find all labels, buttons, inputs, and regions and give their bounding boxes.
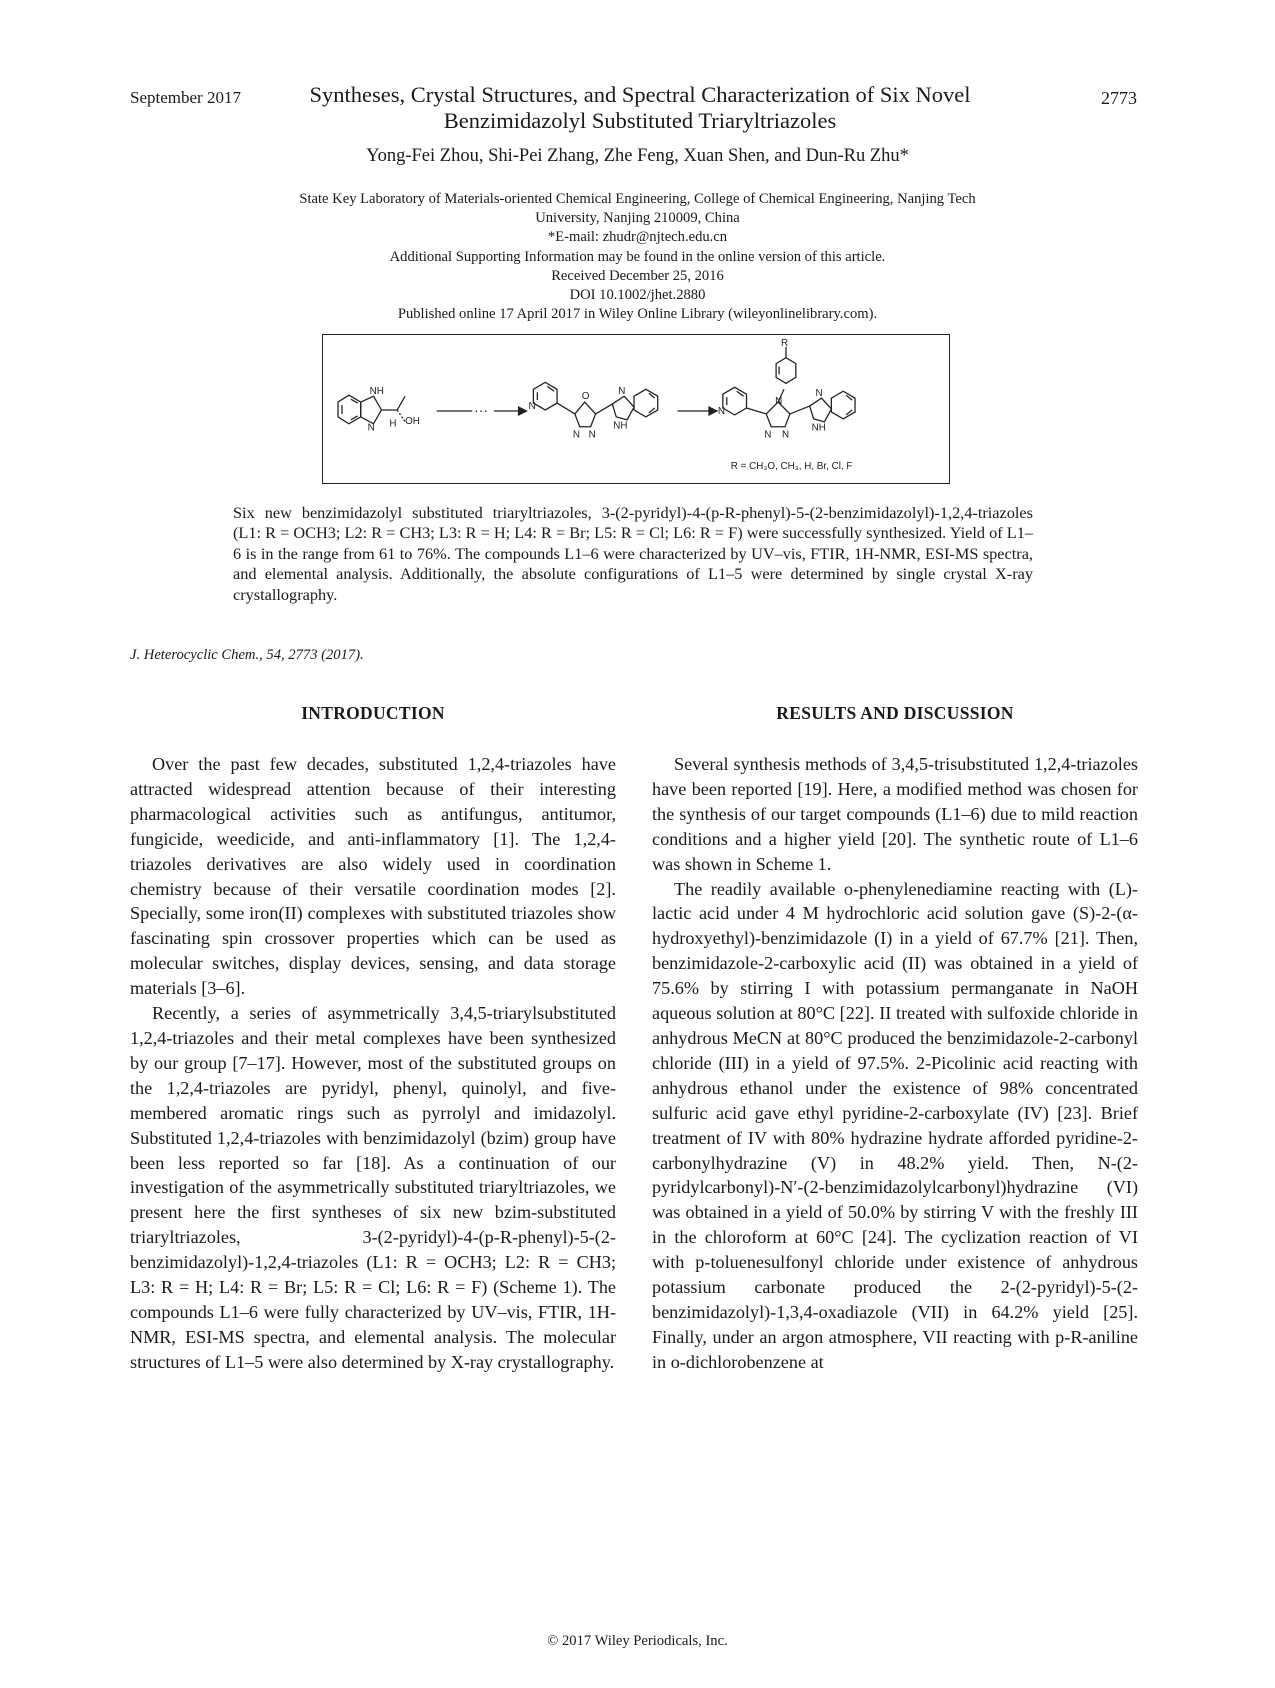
paper-title bbox=[270, 82, 1010, 134]
scheme-label-n-5: N bbox=[618, 386, 626, 398]
scheme-label-nh-3: NH bbox=[811, 422, 826, 434]
journal-citation: J. Heterocyclic Chem., 54, 2773 (2017). bbox=[130, 647, 364, 663]
received-date: Received December 25, 2016 bbox=[551, 267, 724, 284]
page-number: 2773 bbox=[1101, 88, 1137, 108]
heading-introduction: INTRODUCTION bbox=[301, 703, 445, 723]
graphical-abstract-text bbox=[233, 503, 1033, 605]
scheme-label-nh-2: NH bbox=[613, 420, 628, 432]
scheme-label-n-2: N bbox=[528, 401, 536, 412]
results-column bbox=[652, 752, 1138, 1375]
scheme-label-n-8: N bbox=[764, 429, 772, 441]
paper-title-line-2: Benzimidazolyl Substituted Triaryltriazoles bbox=[443, 108, 837, 133]
scheme-label-n-4: N bbox=[588, 429, 596, 441]
intro-paragraph-2: Recently, a series of asymmetrically 3,4,5-triarylsubstituted 1,2,4-triazoles and their metal complexes have been synthesized by our group [7–17]. However, most of the substituted groups on the 1,2,4-triazoles are pyridyl, phenyl, quinolyl, and five-membered aromatic rings such as pyrrolyl and imidazolyl. Substituted 1,2,4-triazoles with benzimidazolyl (bzim) group have been less reported so far [18]. As a continuation of our investigation of the asymmetrically substituted triaryltriazoles, we present here the first syntheses of six new bzim-substituted triaryltriazoles, 3-(2-pyridyl)-4-(p-R-phenyl)-5-(2-benzimidazolyl)-1,2,4-triazoles (L1: R = OCH3; L2: R = CH3; L3: R = H; L4: R = Br; L5: R = Cl; L6: R = F) (Scheme 1). The compounds L1–6 were fully characterized by UV–vis, FTIR, 1H-NMR, ESI-MS spectra, and elemental analysis. The molecular structures of L1–5 were also determined by X-ray crystallography. bbox=[130, 1003, 616, 1372]
supporting-info-note: Additional Supporting Information may be found in the online version of this article. bbox=[389, 248, 886, 265]
molecule-oxadiazole bbox=[533, 382, 657, 426]
intro-paragraph-1: Over the past few decades, substituted 1,2,4-triazoles have attracted widespread attention because of their interesting pharmacological activities such as antifungus, antitumor, fungicide, weedicide, and anti-inflammatory [1]. The 1,2,4-triazoles derivatives are also widely used in coordination chemistry because of their versatile coordination modes [2]. Specially, some iron(II) complexes with substituted triazoles show fascinating spin crossover properties which can be used as molecular switches, display devices, sensing, and data storage materials [3–6]. bbox=[130, 754, 616, 999]
affiliation-line-2: University, Nanjing 210009, China bbox=[535, 210, 740, 227]
synthesis-scheme-figure bbox=[322, 334, 950, 484]
reaction-arrow-2 bbox=[677, 407, 716, 415]
scheme-label-oh: OH bbox=[405, 415, 420, 427]
scheme-label-n-3: N bbox=[572, 429, 580, 441]
scheme-label-n-6: N bbox=[717, 405, 726, 417]
affiliation-block bbox=[200, 190, 1075, 324]
scheme-label-nh-1: NH bbox=[369, 386, 384, 398]
scheme-label-n-7: N bbox=[775, 396, 783, 408]
molecule-target-triazole bbox=[723, 347, 855, 427]
results-paragraph-1: Several synthesis methods of 3,4,5-trisubstituted 1,2,4-triazoles have been reported [19]. Here, a modified method was chosen for the synthesis of our target compounds (L1–6) due to mild reaction conditions and a higher yield [20]. The synthetic route of L1–6 was shown in Scheme 1. bbox=[652, 754, 1138, 874]
heading-results-discussion: RESULTS AND DISCUSSION bbox=[776, 703, 1014, 723]
scheme-r-definition: R = CH₃O, CH₃, H, Br, Cl, F bbox=[730, 461, 853, 473]
author-list: Yong-Fei Zhou, Shi-Pei Zhang, Zhe Feng, Xuan Shen, and Dun-Ru Zhu* bbox=[366, 146, 909, 166]
synthesis-scheme-graphic bbox=[323, 335, 949, 483]
scheme-label-n-1: N bbox=[367, 422, 375, 434]
scheme-label-r: R bbox=[781, 337, 789, 349]
corresponding-email[interactable]: *E-mail: zhudr@njtech.edu.cn bbox=[547, 229, 728, 246]
introduction-column bbox=[130, 752, 616, 1375]
journal-date: September 2017 bbox=[130, 88, 241, 107]
published-online: Published online 17 April 2017 in Wiley Online Library (wileyonlinelibrary.com). bbox=[397, 306, 878, 323]
scheme-label-n-10: N bbox=[815, 388, 823, 400]
copyright-footer: © 2017 Wiley Periodicals, Inc. bbox=[547, 1633, 728, 1649]
scheme-dots: ··· bbox=[474, 401, 488, 418]
results-paragraph-2: The readily available o-phenylenediamine reacting with (L)-lactic acid under 4 M hydrochloric acid solution gave (S)-2-(α-hydroxyethyl)-benzimidazole (I) in a yield of 67.7% [21]. Then, benzimidazole-2-carboxylic acid (II) was obtained in a yield of 75.6% by stirring I with potassium permanganate in NaOH aqueous solution at 80°C [22]. II treated with sulfoxide chloride in anhydrous MeCN at 80°C produced the benzimidazole-2-carbonyl chloride (III) in a yield of 97.5%. 2-Picolinic acid reacting with anhydrous ethanol under the existence of 98% concentrated sulfuric acid gave ethyl pyridine-2-carboxylate (IV) [23]. Brief treatment of IV with 80% hydrazine hydrate afforded pyridine-2-carbonylhydrazine (V) in 48.2% yield. Then, N-(2-pyridylcarbonyl)-N′-(2-benzimidazolylcarbonyl)hydrazine (VI) was obtained in a yield of 50.0% by stirring V with the freshly III in the chloroform at 60°C [24]. The cyclization reaction of VI with p-toluenesulfonyl chloride under existence of anhydrous potassium carbonate produced the 2-(2-pyridyl)-5-(2-benzimidazolyl)-1,3,4-oxadiazole (VII) in 64.2% yield [25]. Finally, under an argon atmosphere, VII reacting with p-R-aniline in o-dichlorobenzene at bbox=[652, 878, 1138, 1372]
paper-title-line-1: Syntheses, Crystal Structures, and Spectral Characterization of Six Novel bbox=[309, 82, 971, 107]
abstract-paragraph: Six new benzimidazolyl substituted triaryltriazoles, 3-(2-pyridyl)-4-(p-R-phenyl)-5-(2-benzimidazolyl)-1,2,4-triazoles (L1: R = OCH3; L2: R = CH3; L3: R = H; L4: R = Br; L5: R = Cl; L6: R = F) were successfully synthesized. Yield of L1–6 is in the range from 61 to 76%. The compounds L1–6 were characterized by UV–vis, FTIR, 1H-NMR, ESI-MS spectra, and elemental analysis. Additionally, the absolute configurations of L1–5 were determined by single crystal X-ray crystallography. bbox=[233, 503, 1033, 604]
scheme-label-h-1: H bbox=[389, 418, 397, 430]
doi[interactable]: DOI 10.1002/jhet.2880 bbox=[569, 287, 706, 304]
scheme-label-o: O bbox=[581, 391, 590, 403]
affiliation-line-1: State Key Laboratory of Materials-oriented Chemical Engineering, College of Chemical Engineering, Nanjing Tech bbox=[299, 191, 976, 207]
scheme-label-n-9: N bbox=[782, 429, 790, 441]
